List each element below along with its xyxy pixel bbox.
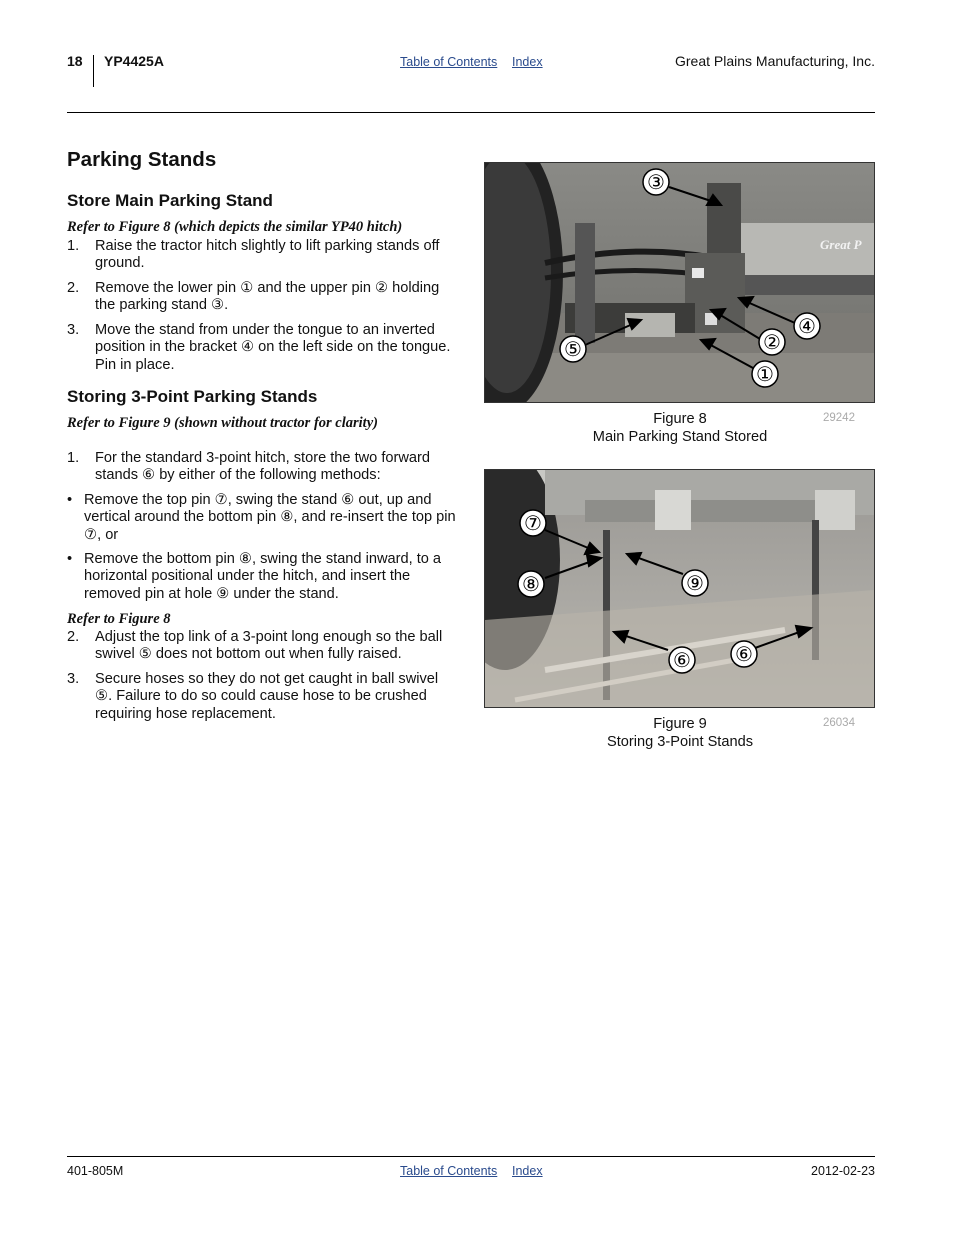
figure-9-label: Figure 9: [653, 716, 707, 732]
figure-8-illustration: [485, 163, 874, 402]
step-text: Remove the lower pin ① and the upper pin ② holding the parking stand ③.: [95, 280, 440, 314]
callout-4: ④: [798, 314, 816, 338]
subsection-title-main-stand: Store Main Parking Stand: [67, 191, 273, 210]
callout-7: ⑦: [524, 511, 542, 535]
step-text: Raise the tractor hitch slightly to lift parking stands off ground.: [95, 238, 440, 272]
header-toc-link[interactable]: Table of Contents: [400, 55, 498, 69]
figure-8-caption: [560, 411, 800, 446]
footer-date: 2012-02-23: [811, 1164, 875, 1178]
footer-doc-number: 401-805M: [67, 1164, 124, 1178]
figure-8-code: 29242: [823, 412, 855, 424]
figure-reference: Refer to Figure 9 (shown without tractor for clarity): [67, 415, 378, 431]
page-number: 18: [67, 53, 83, 69]
callout-6: ⑥: [673, 648, 691, 672]
figure-9-code: 26034: [823, 717, 855, 729]
step-text: Secure hoses so they do not get caught in ball swivel ⑤. Failure to do so could cause hose to be crushed requiring hose replacement.: [95, 671, 439, 722]
figure-8-title: Main Parking Stand Stored: [592, 428, 768, 445]
callout-1: ①: [756, 362, 774, 386]
footer-toc-link[interactable]: Table of Contents: [400, 1164, 498, 1178]
footer-rule: [67, 1156, 875, 1157]
bullet: •: [67, 551, 73, 567]
step-text: For the standard 3-point hitch, store the two forward stands ⑥ by either of the following methods:: [95, 450, 431, 484]
figure-reference: Refer to Figure 8: [67, 611, 171, 627]
callout-3: ③: [647, 170, 665, 194]
section-title: Parking Stands: [67, 148, 217, 171]
figure-9-caption: [560, 716, 800, 751]
figure-9-title: Storing 3-Point Stands: [606, 733, 754, 750]
figure-9-illustration: [485, 470, 874, 707]
step-number: 2.: [67, 629, 80, 645]
step-number: 1.: [67, 450, 80, 466]
callout-8: ⑧: [522, 572, 540, 596]
callout-5: ⑤: [564, 337, 582, 361]
header-index-link[interactable]: Index: [512, 55, 543, 69]
figure-8-photo: [484, 162, 875, 403]
bullet-text: Remove the bottom pin ⑧, swing the stand inward, to a horizontal positional under the hitch, and insert the removed pin at hole ⑨ under the stand.: [84, 551, 442, 602]
bullet: •: [67, 492, 73, 508]
figure-9-photo: [484, 469, 875, 708]
step-text: Move the stand from under the tongue to an inverted position in the bracket ④ on the left side on the tongue. Pin in place.: [95, 322, 451, 373]
step-text: Adjust the top link of a 3-point long enough so the ball swivel ⑤ does not bottom out when fully raised.: [95, 629, 443, 663]
bullet-text: Remove the top pin ⑦, swing the stand ⑥ out, up and vertical around the bottom pin ⑧, and re-insert the top pin ⑦, or: [84, 492, 456, 543]
footer-index-link[interactable]: Index: [512, 1164, 543, 1178]
header-rule: [67, 112, 875, 113]
callout-9: ⑨: [686, 571, 704, 595]
document-id: YP4425A: [104, 53, 164, 69]
step-number: 1.: [67, 238, 80, 254]
figure-8-label: Figure 8: [653, 411, 707, 427]
step-number: 3.: [67, 671, 80, 687]
subsection-title-3point-stands: Storing 3-Point Parking Stands: [67, 387, 318, 406]
logo-text: Great P: [820, 237, 862, 252]
callout-2: ②: [763, 330, 781, 354]
company-name: Great Plains Manufacturing, Inc.: [675, 53, 875, 69]
header-divider: [93, 55, 94, 87]
callout-6b: ⑥: [735, 642, 753, 666]
step-number: 2.: [67, 280, 80, 296]
figure-reference: Refer to Figure 8 (which depicts the similar YP40 hitch): [67, 219, 403, 235]
step-number: 3.: [67, 322, 80, 338]
